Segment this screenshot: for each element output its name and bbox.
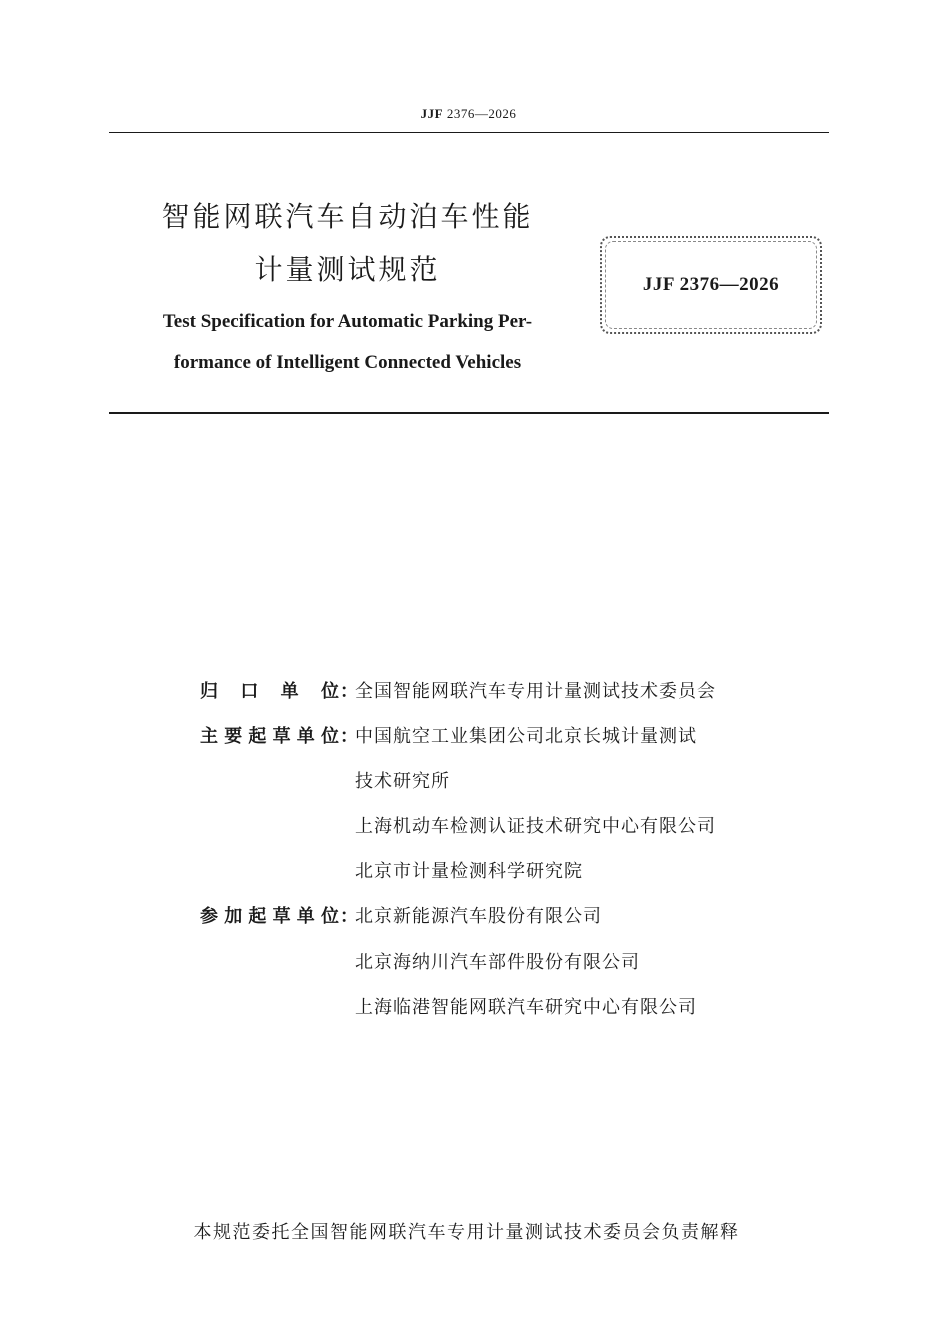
participating-unit: 北京新能源汽车股份有限公司 (355, 906, 602, 927)
title-en-line2: formance of Intelligent Connected Vehicles (173, 352, 522, 373)
standard-code-box (600, 236, 822, 334)
participating-unit: 北京海纳川汽车部件股份有限公司 (355, 952, 640, 973)
main-drafting-row (200, 855, 583, 885)
header-code-prefix: JJF (420, 106, 444, 121)
label-colon: ： (340, 906, 359, 927)
main-drafting-unit: 技术研究所 (355, 771, 450, 792)
participating-label-text: 参加起草单位 (200, 906, 340, 927)
participating-label (200, 902, 359, 928)
responsible-unit-value: 全国智能网联汽车专用计量测试技术委员会 (355, 681, 716, 702)
main-drafting-row (200, 765, 450, 795)
standard-code-text: JJF 2376—2026 (642, 274, 780, 295)
main-drafting-unit: 北京市计量检测科学研究院 (355, 861, 583, 882)
main-drafting-label-text: 主要起草单位 (200, 726, 340, 747)
participating-row (200, 946, 640, 976)
main-drafting-unit: 上海机动车检测认证技术研究中心有限公司 (355, 816, 716, 837)
responsible-unit-row (200, 675, 716, 705)
title-en-line1: Test Specification for Automatic Parking Per- (162, 311, 533, 332)
bottom-divider (109, 412, 829, 414)
title-cn-line2: 计量测试规范 (254, 253, 441, 286)
header-standard-code (0, 106, 937, 122)
participating-unit: 上海临港智能网联汽车研究中心有限公司 (355, 997, 697, 1018)
main-drafting-label (200, 722, 359, 748)
main-drafting-unit: 中国航空工业集团公司北京长城计量测试 (355, 726, 697, 747)
participating-row (200, 900, 602, 930)
responsible-unit-label (200, 677, 359, 703)
interpretation-note: 本规范委托全国智能网联汽车专用计量测试技术委员会负责解释 (193, 1222, 740, 1243)
top-divider (109, 132, 829, 133)
header-code-number: 2376—2026 (446, 106, 517, 121)
main-drafting-row (200, 810, 716, 840)
label-colon: ： (340, 681, 359, 702)
label-colon: ： (340, 726, 359, 747)
main-drafting-row (200, 720, 697, 750)
responsible-unit-label-text: 归 口 单 位 (200, 681, 340, 702)
participating-row (200, 991, 697, 1021)
title-cn-line1: 智能网联汽车自动泊车性能 (161, 200, 534, 233)
